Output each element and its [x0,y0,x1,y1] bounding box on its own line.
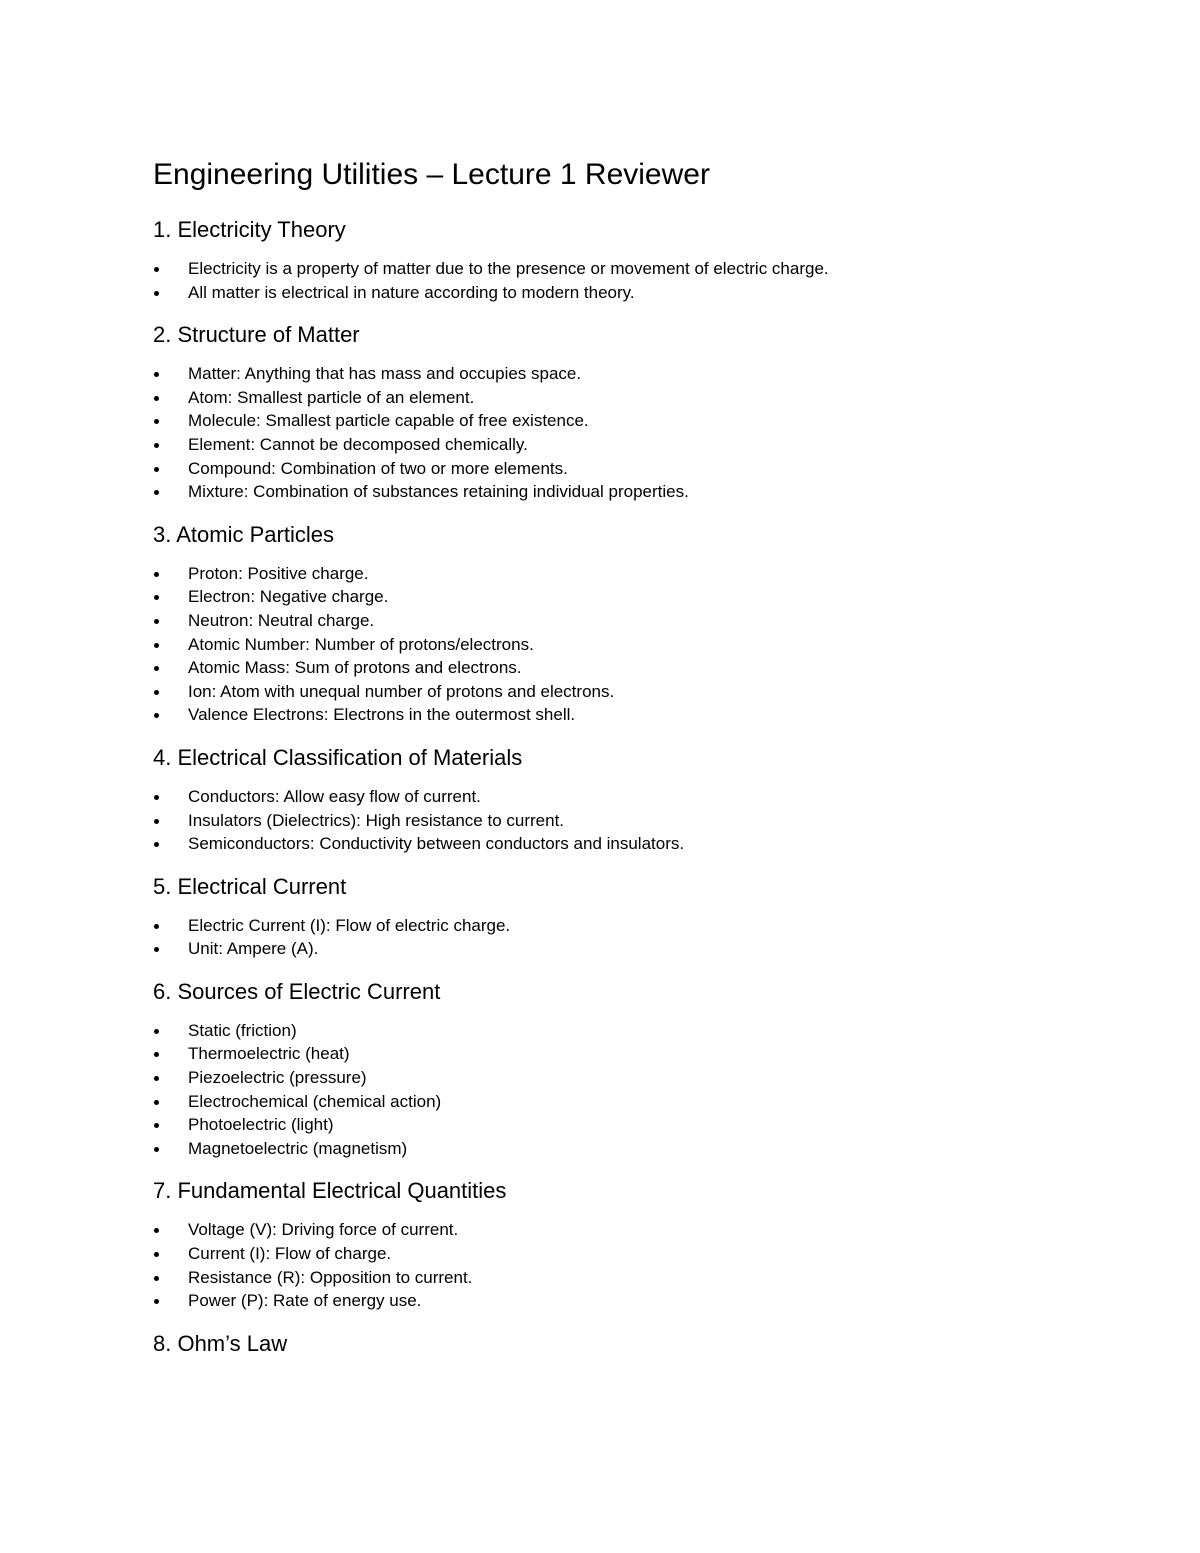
list-item [153,680,1053,704]
list-item [153,914,1053,938]
document-title: Engineering Utilities – Lecture 1 Reviewer [153,158,710,191]
bullet-icon [154,1100,159,1105]
list-item [153,633,1053,657]
bullet-icon [154,819,159,824]
section-heading: 4. Electrical Classification of Materials [153,744,523,770]
list-item [153,1019,1053,1043]
document-page [153,155,1053,1371]
bullet-icon [154,1029,159,1034]
section-heading: 5. Electrical Current [153,873,347,899]
bullet-icon [154,795,159,800]
list-item [153,257,1053,281]
bullet-icon [154,1123,159,1128]
list-item [153,785,1053,809]
bullet-icon [154,1052,159,1057]
bullet-icon [154,1076,159,1081]
bullet-list [153,562,1053,727]
list-item-text: Electric Current (I): Flow of electric charge. [188,915,511,935]
section [153,977,1053,1161]
bullet-icon [154,1228,159,1233]
bullet-icon [154,666,159,671]
list-item-text: Matter: Anything that has mass and occupies space. [188,364,582,384]
list-item-text: Compound: Combination of two or more elements. [188,458,568,478]
bullet-list [153,362,1053,504]
bullet-icon [154,396,159,401]
list-item [153,386,1053,410]
list-item [153,1266,1053,1290]
list-item-text: Magnetoelectric (magnetism) [188,1138,408,1158]
section [153,520,1053,727]
bullet-list [153,914,1053,961]
list-item-text: Mixture: Combination of substances retaining individual properties. [188,482,689,502]
list-item [153,1113,1053,1137]
list-item [153,832,1053,856]
bullet-icon [154,572,159,577]
list-item [153,281,1053,305]
list-item-text: Atom: Smallest particle of an element. [188,387,475,407]
list-item [153,457,1053,481]
list-item [153,480,1053,504]
list-item [153,1218,1053,1242]
bullet-icon [154,291,159,296]
list-item-text: Voltage (V): Driving force of current. [188,1220,459,1240]
section-heading: 2. Structure of Matter [153,322,360,348]
list-item-text: Photoelectric (light) [188,1115,334,1135]
list-item-text: All matter is electrical in nature according to modern theory. [188,282,635,302]
bullet-list [153,257,1053,304]
bullet-icon [154,643,159,648]
list-item [153,937,1053,961]
list-item-text: Current (I): Flow of charge. [188,1244,392,1264]
list-item-text: Proton: Positive charge. [188,563,369,583]
section-heading: 6. Sources of Electric Current [153,978,441,1004]
list-item-text: Conductors: Allow easy flow of current. [188,786,481,806]
list-item [153,809,1053,833]
list-item-text: Atomic Mass: Sum of protons and electrons. [188,658,522,678]
list-item-text: Element: Cannot be decomposed chemically. [188,434,528,454]
list-item [153,1066,1053,1090]
bullet-icon [154,372,159,377]
bullet-icon [154,1147,159,1152]
bullet-icon [154,690,159,695]
section-heading: 7. Fundamental Electrical Quantities [153,1178,507,1204]
list-item [153,1242,1053,1266]
bullet-icon [154,947,159,952]
section-heading: 3. Atomic Particles [153,521,334,547]
bullet-icon [154,490,159,495]
section-heading: 1. Electricity Theory [153,217,346,242]
list-item-text: Neutron: Neutral charge. [188,610,375,630]
bullet-icon [154,1276,159,1281]
bullet-list [153,1019,1053,1161]
list-item-text: Electron: Negative charge. [188,587,389,607]
list-item [153,433,1053,457]
list-item [153,656,1053,680]
list-item-text: Molecule: Smallest particle capable of free existence. [188,411,589,431]
sections-container [153,215,1053,1359]
bullet-icon [154,1299,159,1304]
list-item [153,1042,1053,1066]
list-item [153,703,1053,727]
bullet-list [153,785,1053,856]
bullet-icon [154,1252,159,1257]
section [153,1176,1053,1312]
list-item [153,585,1053,609]
bullet-icon [154,467,159,472]
bullet-icon [154,267,159,272]
bullet-icon [154,619,159,624]
list-item [153,562,1053,586]
list-item-text: Semiconductors: Conductivity between conductors and insulators. [188,834,685,854]
bullet-list [153,1218,1053,1312]
list-item-text: Power (P): Rate of energy use. [188,1291,422,1311]
section [153,872,1053,961]
section-heading: 8. Ohm’s Law [153,1330,288,1356]
list-item-text: Resistance (R): Opposition to current. [188,1267,473,1287]
bullet-icon [154,713,159,718]
list-item-text: Insulators (Dielectrics): High resistance to current. [188,810,565,830]
bullet-icon [154,443,159,448]
section [153,743,1053,856]
list-item-text: Electrochemical (chemical action) [188,1091,442,1111]
list-item [153,1289,1053,1313]
list-item-text: Unit: Ampere (A). [188,939,319,959]
section [153,320,1053,504]
list-item [153,409,1053,433]
list-item-text: Valence Electrons: Electrons in the outermost shell. [188,705,576,725]
list-item-text: Atomic Number: Number of protons/electrons. [188,634,534,654]
list-item-text: Thermoelectric (heat) [188,1044,350,1064]
list-item [153,609,1053,633]
list-item-text: Electricity is a property of matter due to the presence or movement of electric charge. [188,259,829,278]
bullet-icon [154,924,159,929]
list-item [153,1137,1053,1161]
bullet-icon [154,419,159,424]
bullet-icon [154,595,159,600]
section [153,215,1053,304]
bullet-icon [154,842,159,847]
list-item-text: Ion: Atom with unequal number of protons and electrons. [188,681,615,701]
list-item [153,1090,1053,1114]
section [153,1329,1053,1359]
list-item-text: Piezoelectric (pressure) [188,1068,367,1088]
list-item [153,362,1053,386]
list-item-text: Static (friction) [188,1020,297,1040]
